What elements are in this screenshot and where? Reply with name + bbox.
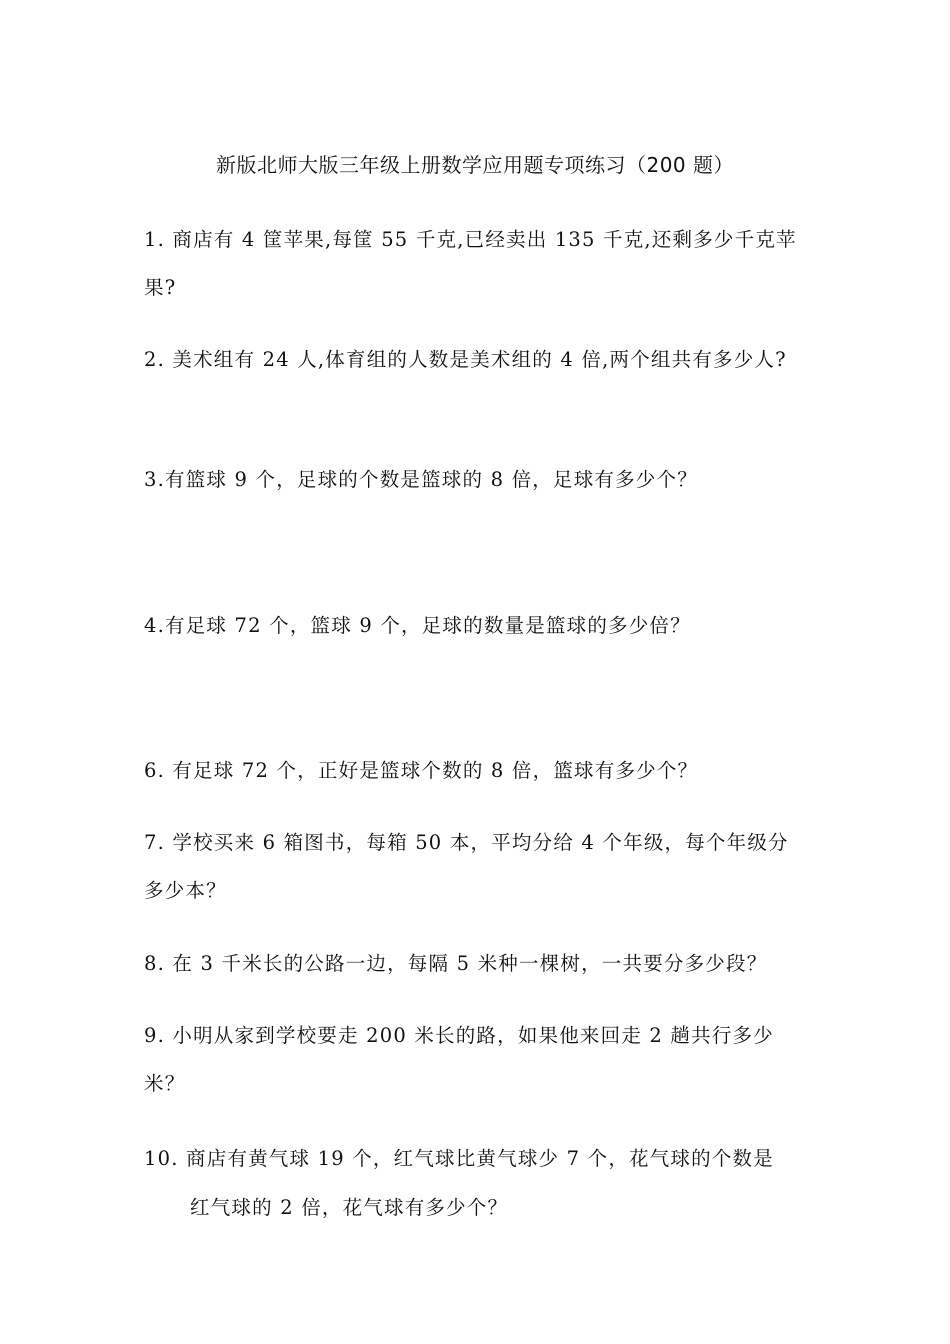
question-2: 2. 美术组有 24 人,体育组的人数是美术组的 4 倍,两个组共有多少人?: [144, 348, 787, 371]
question-10-line-2: 红气球的 2 倍，花气球有多少个？: [190, 1196, 509, 1219]
question-9: 9. 小明从家到学校要走 200 米长的路，如果他来回走 2 趟共行多少米？: [144, 1024, 774, 1095]
question-10-line-1: 10. 商店有黄气球 19 个，红气球比黄气球少 7 个，花气球的个数是: [144, 1147, 774, 1170]
question-6: 6. 有足球 72 个，正好是篮球个数的 8 倍，篮球有多少个？: [144, 759, 699, 782]
question-4: 4.有足球 72 个，篮球 9 个，足球的数量是篮球的多少倍？: [144, 614, 691, 637]
question-3: 3.有篮球 9 个，足球的个数是篮球的 8 倍，足球有多少个？: [144, 468, 698, 491]
question-1: 1. 商店有 4 筐苹果,每筐 55 千克,已经卖出 135 千克,还剩多少千克苹果?: [144, 228, 797, 299]
question-8: 8. 在 3 千米长的公路一边，每隔 5 米种一棵树，一共要分多少段？: [144, 952, 768, 975]
question-7: 7. 学校买来 6 箱图书，每箱 50 本，平均分给 4 个年级，每个年级分多少本？: [144, 831, 789, 902]
document-title: 新版北师大版三年级上册数学应用题专项练习（200 题）: [215, 153, 735, 177]
question-10: [144, 1134, 809, 1232]
